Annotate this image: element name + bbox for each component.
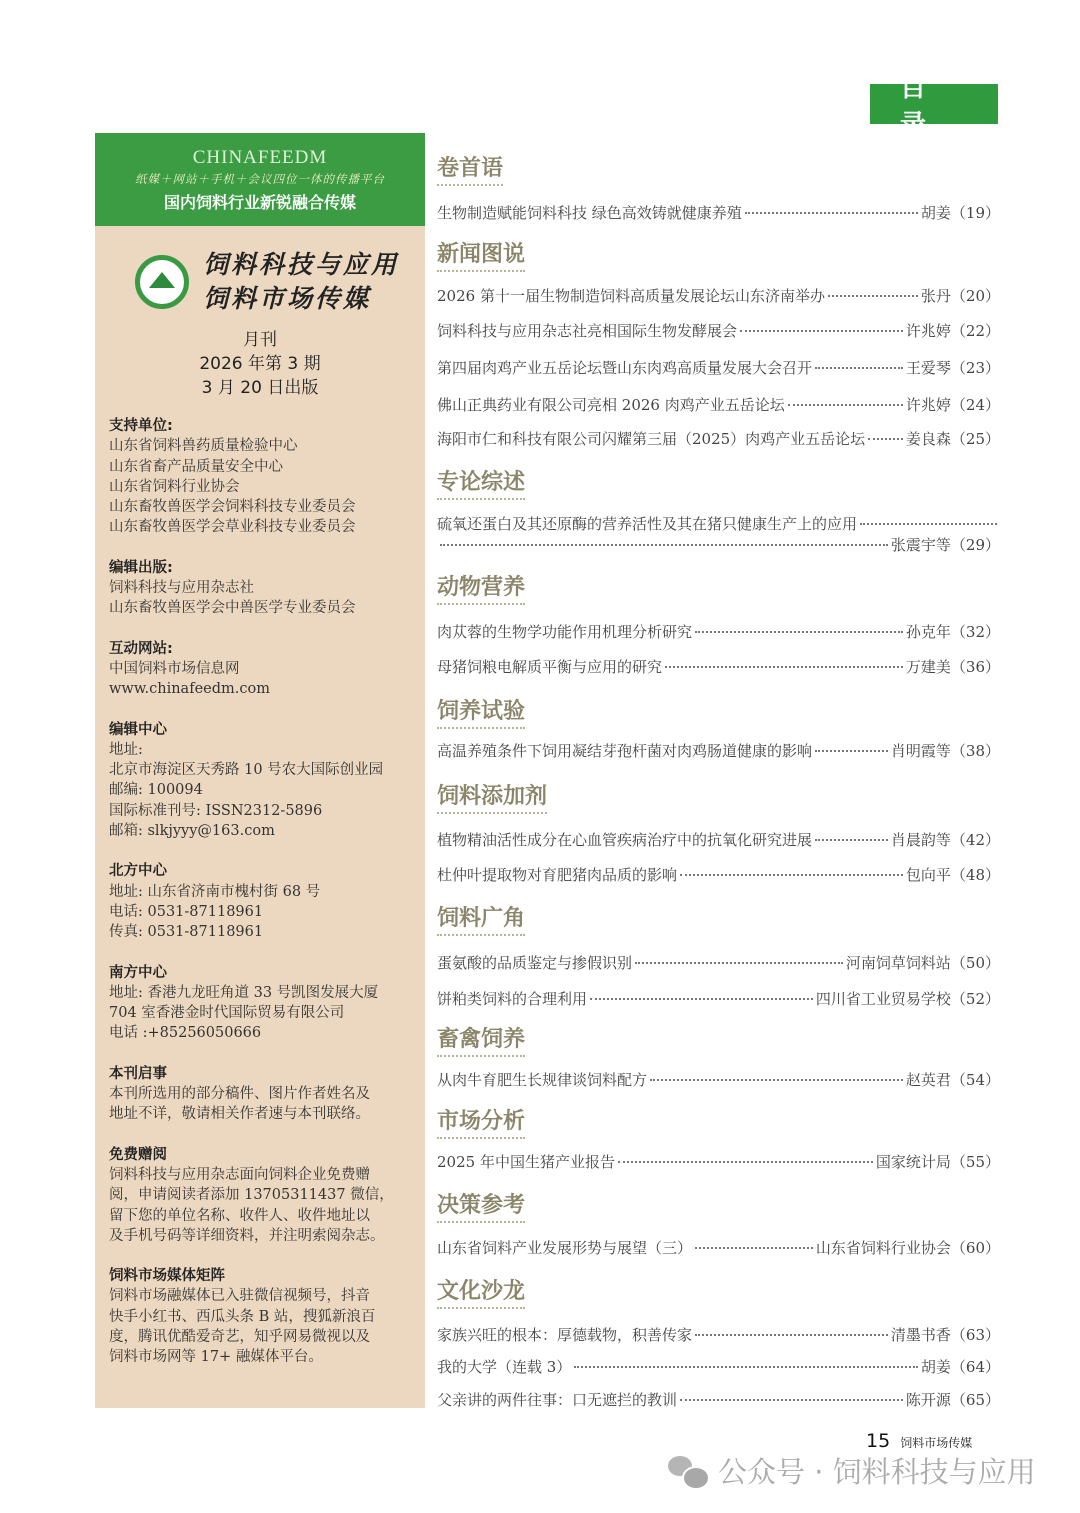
info-line: 电话: 0531-87118961 — [109, 903, 264, 920]
entry-title: 植物精油活性成分在心血管疾病治疗中的抗氧化研究进展 — [437, 831, 813, 849]
info-block — [109, 1266, 425, 1367]
dot-leader — [745, 212, 918, 214]
page-number: 15 — [866, 1430, 891, 1452]
dot-leader — [665, 666, 903, 668]
info-line: 地址: — [109, 741, 143, 758]
info-block-title: 支持单位: — [109, 418, 173, 434]
entry-page: （20） — [950, 287, 1000, 305]
dot-leader — [574, 1366, 918, 1368]
toc-entry[interactable] — [437, 358, 1000, 378]
entry-page: （42） — [950, 831, 1000, 849]
info-blocks — [109, 416, 425, 1368]
info-block — [109, 639, 425, 700]
page-footer — [866, 1430, 972, 1452]
entry-author: 包向平 — [905, 866, 951, 884]
info-block-title: 编辑中心 — [109, 721, 167, 738]
section-heading: 畜禽饲养 — [437, 1025, 525, 1057]
wechat-icon — [668, 1454, 708, 1488]
issue-number: 2026 年第 3 期 — [199, 354, 321, 374]
toc-entry[interactable] — [437, 203, 1000, 223]
entry-author: 四川省工业贸易学校 — [815, 990, 951, 1008]
entry-author: 胡姜 — [920, 204, 951, 222]
toc-entry[interactable] — [437, 830, 1000, 850]
publish-date: 3 月 20 日出版 — [201, 378, 319, 398]
dot-leader — [815, 750, 888, 752]
info-line: 电话 :+85256050666 — [109, 1025, 262, 1042]
entry-author: 王爱琴 — [905, 359, 951, 377]
entry-title: 海阳市仁和科技有限公司闪耀第三届（2025）肉鸡产业五岳论坛 — [437, 430, 866, 448]
entry-page: （55） — [950, 1153, 1000, 1171]
entry-author: 万建美 — [905, 658, 951, 676]
info-block — [109, 1064, 425, 1125]
entry-page: （50） — [950, 954, 1000, 972]
toc-entry[interactable] — [437, 286, 1000, 306]
toc-entry-line — [437, 535, 1000, 555]
entry-title: 母猪饲粮电解质平衡与应用的研究 — [437, 658, 663, 676]
footer-magazine: 饲料市场传媒 — [900, 1436, 973, 1450]
dot-leader — [680, 1399, 903, 1401]
info-block — [109, 558, 425, 619]
info-line: 传真: 0531-87118961 — [109, 924, 264, 941]
dot-leader — [618, 1161, 873, 1163]
slogan: 纸媒＋网站＋手机＋会议四位一体的传播平台 — [135, 172, 385, 186]
info-line: 饲料科技与应用杂志社 — [109, 580, 254, 597]
toc-entry[interactable] — [437, 741, 1000, 761]
entry-page: （52） — [950, 990, 1000, 1008]
toc-entry[interactable] — [437, 1325, 1000, 1345]
info-block-title: 南方中心 — [109, 964, 167, 981]
entry-title: 第四届肉鸡产业五岳论坛暨山东肉鸡高质量发展大会召开 — [437, 359, 813, 377]
info-line: 饲料市场融媒体已入驻微信视频号，抖音 — [109, 1288, 370, 1305]
info-line: www.chinafeedm.com — [109, 681, 270, 698]
info-line: 山东畜牧兽医学会中兽医学专业委员会 — [109, 600, 356, 617]
toc-entry[interactable] — [437, 989, 1000, 1009]
info-block-title: 北方中心 — [109, 863, 167, 880]
entry-title: 高温养殖条件下饲用凝结芽孢杆菌对肉鸡肠道健康的影响 — [437, 742, 813, 760]
info-line: 国际标准刊号: ISSN2312-5896 — [109, 802, 323, 819]
entry-author: 胡姜 — [920, 1358, 951, 1376]
entry-author: 国家统计局 — [875, 1153, 951, 1171]
entry-page: （36） — [950, 658, 1000, 676]
frequency: 月刊 — [243, 330, 277, 350]
masthead-banner — [95, 133, 425, 226]
entry-author: 清墨书香 — [890, 1326, 951, 1344]
entry-title: 从肉牛育肥生长规律谈饲料配方 — [437, 1071, 648, 1089]
watermark — [668, 1450, 1036, 1491]
info-line: 地址: 山东省济南市槐村街 68 号 — [109, 883, 321, 900]
info-block — [109, 416, 425, 538]
info-block — [109, 963, 425, 1044]
entry-author: 孙克年 — [905, 623, 951, 641]
info-block — [109, 720, 425, 842]
info-line: 饲料科技与应用杂志面向饲料企业免费赠 — [109, 1166, 370, 1183]
toc-entry[interactable] — [437, 514, 1000, 555]
entry-title: 家族兴旺的根本：厚德载物，积善传家 — [437, 1326, 693, 1344]
entry-title: 我的大学（连载 3） — [437, 1358, 572, 1376]
entry-title: 生物制造赋能饲料科技 绿色高效铸就健康养殖 — [437, 204, 742, 222]
info-line: 地址不详，敬请相关作者速与本刊联络。 — [109, 1106, 370, 1123]
info-line: 邮编: 100094 — [109, 782, 203, 799]
toc-entry[interactable] — [437, 622, 1000, 642]
section-heading: 动物营养 — [437, 573, 525, 605]
entry-page: （29） — [950, 536, 1000, 554]
dot-leader — [680, 874, 903, 876]
dot-leader — [828, 295, 918, 297]
dot-leader — [650, 1079, 903, 1081]
brand — [135, 248, 425, 316]
brand-en: CHINAFEEDM — [192, 147, 328, 168]
info-block-title: 饲料市场媒体矩阵 — [109, 1268, 225, 1285]
toc-entry[interactable] — [437, 1070, 1000, 1090]
entry-title: 2025 年中国生猪产业报告 — [437, 1153, 615, 1171]
entry-page: （65） — [950, 1391, 1000, 1409]
dot-leader — [695, 1247, 813, 1249]
entry-title: 肉苁蓉的生物学功能作用机理分析研究 — [437, 623, 693, 641]
entry-title: 杜仲叶提取物对育肥猪肉品质的影响 — [437, 866, 678, 884]
entry-title: 2026 第十一届生物制造饲料高质量发展论坛山东济南举办 — [437, 287, 825, 305]
dot-leader — [635, 962, 843, 964]
entry-page: （63） — [950, 1326, 1000, 1344]
section-heading: 专论综述 — [437, 468, 525, 500]
info-line: 快手小红书、西瓜头条 B 站，搜狐新浪百 — [109, 1308, 376, 1325]
toc-entry[interactable] — [437, 395, 1000, 415]
entry-author: 张震宇等 — [890, 536, 951, 554]
entry-title: 佛山正典药业有限公司亮相 2026 肉鸡产业五岳论坛 — [437, 396, 785, 414]
toc-entry[interactable] — [437, 1238, 1000, 1258]
entry-author: 肖晨韵等 — [890, 831, 951, 849]
info-block-title: 编辑出版: — [109, 559, 173, 576]
tagline: 国内饲料行业新锐融合传媒 — [163, 193, 356, 212]
toc-entry[interactable] — [437, 865, 1000, 885]
dot-leader — [740, 330, 903, 332]
info-line: 山东省饲料行业协会 — [109, 478, 240, 495]
info-line: 山东畜牧兽医学会饲料科技专业委员会 — [109, 499, 356, 516]
info-line: 及手机号码等详细资料，并注明索阅杂志。 — [109, 1227, 385, 1244]
entry-page: （19） — [950, 204, 1000, 222]
entry-page: （38） — [950, 742, 1000, 760]
toc-entry[interactable] — [437, 1357, 1000, 1377]
entry-author: 山东省饲料行业协会 — [815, 1239, 951, 1257]
society-logo-icon — [135, 255, 189, 309]
entry-title: 硫氧还蛋白及其还原酶的营养活性及其在猪只健康生产上的应用 — [437, 515, 858, 533]
info-line: 阅，申请阅读者添加 13705311437 微信， — [109, 1187, 394, 1204]
entry-page: （64） — [950, 1358, 1000, 1376]
toc-entry-line — [437, 514, 1000, 534]
section-heading: 饲料添加剂 — [437, 782, 547, 814]
toc-entry[interactable] — [437, 1390, 1000, 1410]
entry-page: （22） — [950, 322, 1000, 340]
info-line: 邮箱: slkjyyy@163.com — [109, 823, 275, 840]
dot-leader — [860, 523, 997, 525]
info-block-title: 免费赠阅 — [109, 1146, 167, 1163]
info-block — [109, 861, 425, 942]
dot-leader — [868, 438, 903, 440]
watermark-text: 公众号 · 饲料科技与应用 — [718, 1455, 1036, 1489]
info-line: 本刊所选用的部分稿件、图片作者姓名及 — [109, 1086, 370, 1103]
entry-author: 许兆婷 — [905, 396, 951, 414]
toc-title-tag: 目 录 — [870, 84, 998, 124]
info-line: 留下您的单位名称、收件人、收件地址以 — [109, 1207, 370, 1224]
toc-entry[interactable] — [437, 1152, 1000, 1172]
info-line: 北京市海淀区天秀路 10 号农大国际创业园 — [109, 762, 384, 779]
section-heading: 市场分析 — [437, 1107, 525, 1139]
section-heading: 决策参考 — [437, 1191, 525, 1223]
entry-author: 肖明霞等 — [890, 742, 951, 760]
dot-leader — [815, 367, 903, 369]
info-block-title: 互动网站: — [109, 640, 173, 657]
section-heading: 饲料广角 — [437, 904, 525, 936]
info-block — [109, 1145, 425, 1246]
info-line: 中国饲料市场信息网 — [109, 660, 240, 677]
entry-title: 山东省饲料产业发展形势与展望（三） — [437, 1239, 693, 1257]
entry-page: （25） — [950, 430, 1000, 448]
entry-page: （54） — [950, 1071, 1000, 1089]
info-block-title: 本刊启事 — [109, 1065, 167, 1082]
entry-title: 饼粕类饲料的合理利用 — [437, 990, 588, 1008]
entry-page: （24） — [950, 396, 1000, 414]
info-line: 饲料市场网等 17+ 融媒体平台。 — [109, 1349, 323, 1366]
section-heading: 文化沙龙 — [437, 1277, 525, 1309]
dot-leader — [695, 631, 903, 633]
entry-page: （60） — [950, 1239, 1000, 1257]
entry-author: 陈开源 — [905, 1391, 951, 1409]
masthead-panel — [95, 133, 425, 1408]
toc-entry[interactable] — [437, 953, 1000, 973]
entry-page: （48） — [950, 866, 1000, 884]
issue-info — [95, 328, 425, 400]
dot-leader — [590, 998, 813, 1000]
dot-leader — [788, 404, 903, 406]
entry-author: 姜良森 — [905, 430, 951, 448]
section-heading: 卷首语 — [437, 154, 503, 186]
section-heading: 饲养试验 — [437, 697, 525, 729]
toc-entry[interactable] — [437, 657, 1000, 677]
entry-author: 河南饲草饲料站 — [845, 954, 951, 972]
magazine-name: 饲料市场传媒 — [203, 284, 372, 313]
dot-leader — [815, 839, 888, 841]
entry-author: 张丹 — [920, 287, 951, 305]
toc-entry[interactable] — [437, 321, 1000, 341]
entry-page: （23） — [950, 359, 1000, 377]
info-line: 山东省畜产品质量安全中心 — [109, 458, 283, 475]
info-line: 地址: 香港九龙旺角道 33 号凯图发展大厦 — [109, 984, 379, 1001]
dot-leader — [695, 1334, 888, 1336]
entry-title: 父亲讲的两件往事：口无遮拦的教训 — [437, 1391, 678, 1409]
entry-page: （32） — [950, 623, 1000, 641]
toc-entry[interactable] — [437, 429, 1000, 449]
info-line: 度，腾讯优酷爱奇艺，知乎网易微视以及 — [109, 1328, 370, 1345]
magazine-name: 饲料科技与应用 — [203, 250, 400, 279]
info-line: 山东畜牧兽医学会草业科技专业委员会 — [109, 519, 356, 536]
entry-author: 许兆婷 — [905, 322, 951, 340]
section-heading: 新闻图说 — [437, 240, 525, 272]
entry-title: 蛋氨酸的品质鉴定与掺假识别 — [437, 954, 633, 972]
info-line: 704 室香港金时代国际贸易有限公司 — [109, 1005, 345, 1022]
info-line: 山东省饲料兽药质量检验中心 — [109, 438, 298, 455]
entry-author: 赵英君 — [905, 1071, 951, 1089]
dot-leader — [440, 544, 888, 546]
entry-title: 饲料科技与应用杂志社亮相国际生物发酵展会 — [437, 322, 738, 340]
